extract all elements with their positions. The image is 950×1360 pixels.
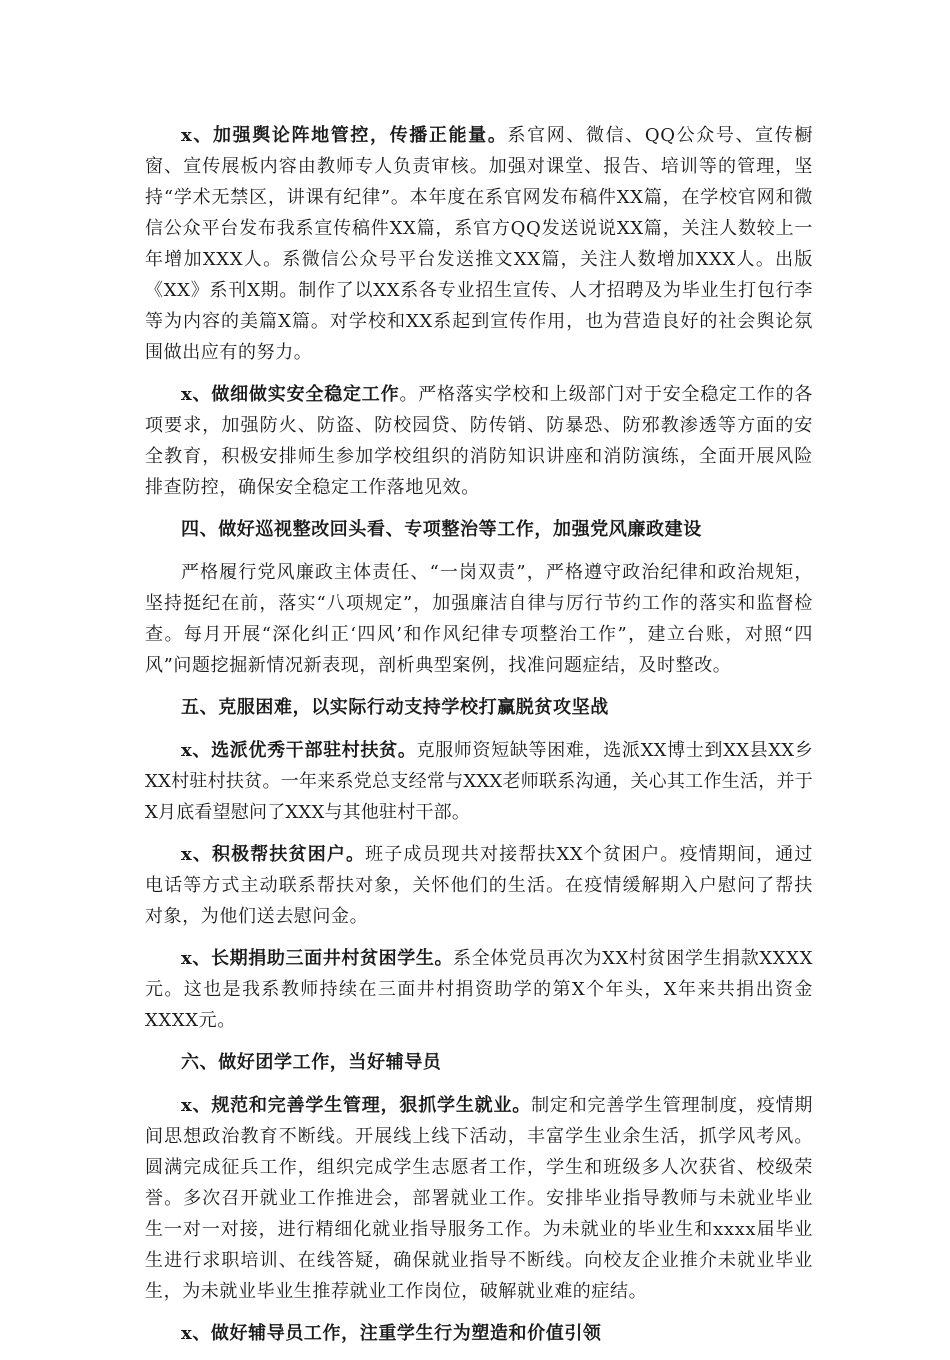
paragraph-safety <box>145 379 813 503</box>
paragraph-lead: x、选派优秀干部驻村扶贫。 <box>181 740 417 761</box>
paragraph-integrity <box>145 557 813 681</box>
paragraph-lead: x、做细做实安全稳定工作 <box>181 384 400 405</box>
paragraph-body: 。严格落实学校和上级部门对于安全稳定工作的各项要求，加强防火、防盗、防校园贷、防传销、防暴恐、防邪教渗透等方面的安全教育，积极安排师生参加学校组织的消防知识讲座和消防演练，全面开展风险排查防控，确保安全稳定工作落地见效。 <box>145 384 814 498</box>
paragraph-village-cadre <box>145 735 813 828</box>
paragraph-lead: x、长期捐助三面井村贫困学生。 <box>181 948 454 969</box>
paragraph-lead: x、规范和完善学生管理，狠抓学生就业。 <box>181 1095 532 1116</box>
paragraph-lead: x、积极帮扶贫困户。 <box>181 844 366 865</box>
paragraph-body: 班子成员现共对接帮扶XX个贫困户。疫情期间，通过电话等方式主动联系帮扶对象，关怀他们的生活。在疫情缓解期入户慰问了帮扶对象，为他们送去慰问金。 <box>145 844 813 927</box>
paragraph-lead: x、加强舆论阵地管控，传播正能量。 <box>181 125 508 146</box>
paragraph-student-donation <box>145 943 813 1036</box>
section-heading-5: 五、克服困难，以实际行动支持学校打赢脱贫攻坚战 <box>181 697 609 718</box>
paragraph-public-opinion <box>145 120 813 368</box>
paragraph-body: 严格履行党风廉政主体责任、“一岗双责”，严格遵守政治纪律和政治规矩，坚持挺纪在前，落实“八项规定”，加强廉洁自律与厉行节约工作的落实和监督检查。每月开展“深化纠正‘四风’和作风纪律专项整治工作”，建立台账，对照“四风”问题挖掘新情况新表现，剖析典型案例，找准问题症结，及时整改。 <box>145 562 813 676</box>
paragraph-student-management <box>145 1090 813 1307</box>
paragraph-counselor <box>145 1318 813 1349</box>
section-heading-4: 四、做好巡视整改回头看、专项整治等工作，加强党风廉政建设 <box>181 519 702 540</box>
paragraph-body: 系官网、微信、QQ公众号、宣传橱窗、宣传展板内容由教师专人负责审核。加强对课堂、报告、培训等的管理，坚持“学术无禁区，讲课有纪律”。本年度在系官网发布稿件XX篇，在学校官网和微信公众平台发布我系宣传稿件XX篇，系官方QQ发送说说XX篇，关注人数较上一年增加XXX人。系微信公众号平台发送推文XX篇，关注人数增加XXX人。出版《XX》系刊X期。制作了以XX系各专业招生宣传、人才招聘及为毕业生打包行李等为内容的美篇X篇。对学校和XX系起到宣传作用，也为营造良好的社会舆论氛围做出应有的努力。 <box>145 125 813 363</box>
paragraph-poor-households <box>145 839 813 932</box>
paragraph-body: 克服师资短缺等困难，选派XX博士到XX县XX乡XX村驻村扶贫。一年来系党总支经常与XXX老师联系沟通，关心其工作生活，并于X月底看望慰问了XXX与其他驻村干部。 <box>145 740 813 823</box>
paragraph-body: 制定和完善学生管理制度，疫情期间思想政治教育不断线。开展线上线下活动，丰富学生业余生活，抓学风考风。圆满完成征兵工作，组织完成学生志愿者工作，学生和班级多人次获省、校级荣誉。多次召开就业工作推进会，部署就业工作。安排毕业指导教师与未就业毕业生一对一对接，进行精细化就业指导服务工作。为未就业的毕业生和xxxx届毕业生进行求职培训、在线答疑，确保就业指导不断线。向校友企业推介未就业毕业生，为未就业毕业生推荐就业工作岗位，破解就业难的症结。 <box>145 1095 814 1302</box>
paragraph-lead: x、做好辅导员工作，注重学生行为塑造和价值引领 <box>181 1323 602 1344</box>
paragraph-body: 系全体党员再次为XX村贫困学生捐款XXXX元。这也是我系教师持续在三面井村捐资助学的第X个年头，X年来共捐出资金XXXX元。 <box>145 948 814 1031</box>
section-heading-6: 六、做好团学工作，当好辅导员 <box>181 1052 442 1073</box>
document-page <box>145 120 813 1360</box>
